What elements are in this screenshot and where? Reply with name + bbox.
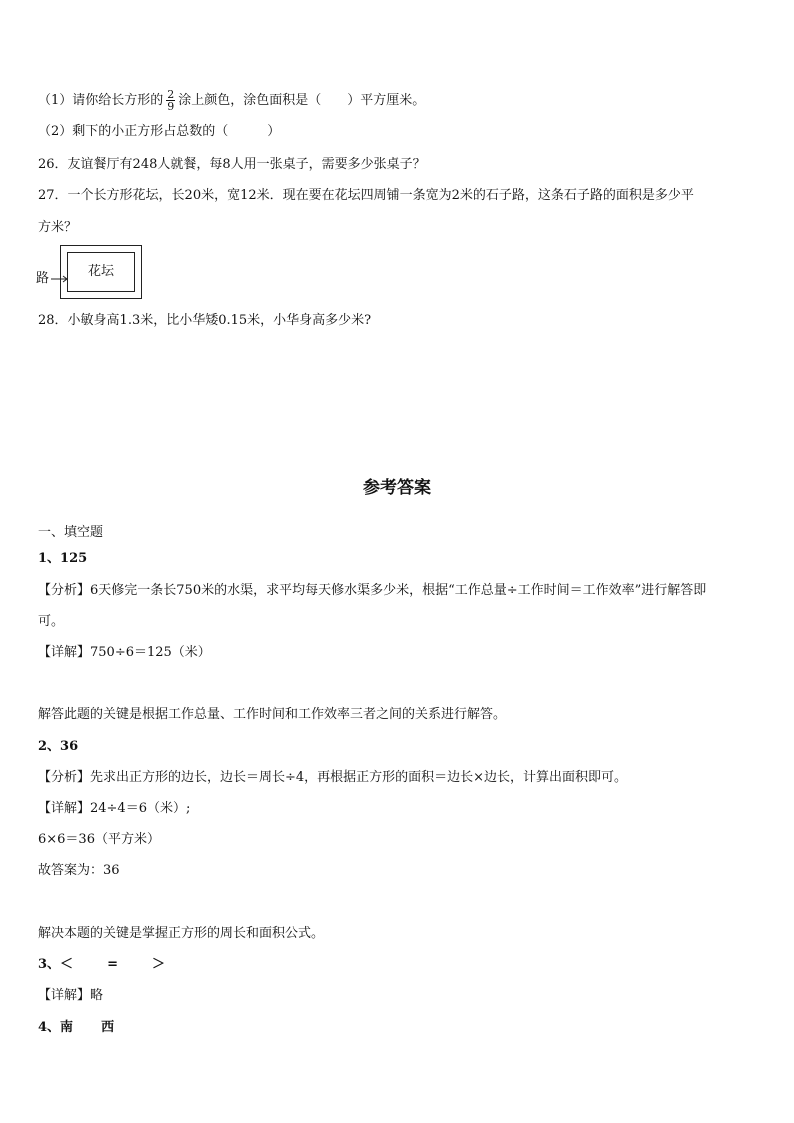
q25-part1 xyxy=(38,89,425,112)
answer-4-direction-2: 西 xyxy=(101,1020,115,1035)
answer-4-row xyxy=(38,1019,114,1037)
answer-3-row xyxy=(38,956,165,974)
answer-2-detail2: 6×6＝36（平方米） xyxy=(38,832,160,847)
answer-3-symbol-2: = xyxy=(107,957,118,972)
q25-part2: （2）剩下的小正方形占总数的（ ） xyxy=(38,124,281,139)
flowerbed-box: 花坛 xyxy=(67,252,135,292)
answer-1-number: 1、125 xyxy=(38,551,88,566)
answer-2-detail1: 【详解】24÷4＝6（米）; xyxy=(38,801,191,816)
question-27-line1: 27．一个长方形花坛，长20米，宽12米．现在要在花坛四周铺一条宽为2米的石子路，这条石子路的面积是多少平 xyxy=(38,188,694,203)
q25-part1-before: （1）请你给长方形的 xyxy=(38,93,164,108)
answer-1-analysis-line2: 可。 xyxy=(38,614,65,629)
road-label: 路 xyxy=(36,271,50,286)
answer-4-number: 4、 xyxy=(38,1020,61,1035)
answer-3-symbol-1: ＜ xyxy=(60,957,74,972)
answer-2-number: 2、36 xyxy=(38,739,79,754)
answers-heading: 参考答案 xyxy=(363,478,431,498)
answer-1-summary: 解答此题的关键是根据工作总量、工作时间和工作效率三者之间的关系进行解答。 xyxy=(38,707,507,722)
question-27-line2: 方米？ xyxy=(38,220,78,235)
question-26: 26．友谊餐厅有248人就餐，每8人用一张桌子，需要多少张桌子？ xyxy=(38,157,426,172)
answer-2-summary: 解决本题的关键是掌握正方形的周长和面积公式。 xyxy=(38,926,325,941)
answer-1-detail: 【详解】750÷6＝125（米） xyxy=(38,645,211,660)
answer-4-direction-1: 南 xyxy=(60,1020,74,1035)
answer-3-number: 3、 xyxy=(38,957,61,972)
flowerbed-figure xyxy=(36,245,156,305)
answer-2-analysis: 【分析】先求出正方形的边长，边长＝周长÷4，再根据正方形的面积＝边长×边长，计算出面积即可。 xyxy=(38,770,628,785)
fraction xyxy=(166,89,175,112)
fraction-numerator: 2 xyxy=(167,88,175,101)
answer-2-conclusion: 故答案为：36 xyxy=(38,863,120,878)
answer-3-detail: 【详解】略 xyxy=(38,988,104,1003)
arrow-icon xyxy=(51,275,69,283)
question-28: 28．小敏身高1.3米，比小华矮0.15米，小华身高多少米? xyxy=(38,313,372,328)
answer-3-symbol-3: ＞ xyxy=(151,957,165,972)
section-fill-blank: 一、填空题 xyxy=(38,525,104,540)
fraction-denominator: 9 xyxy=(167,100,175,113)
answer-1-analysis-line1: 【分析】6天修完一条长750米的水渠，求平均每天修水渠多少米，根据“工作总量÷工作时间＝工作效率”进行解答即 xyxy=(38,583,707,598)
q25-part1-after: 涂上颜色，涂色面积是（ ）平方厘米。 xyxy=(178,93,426,108)
